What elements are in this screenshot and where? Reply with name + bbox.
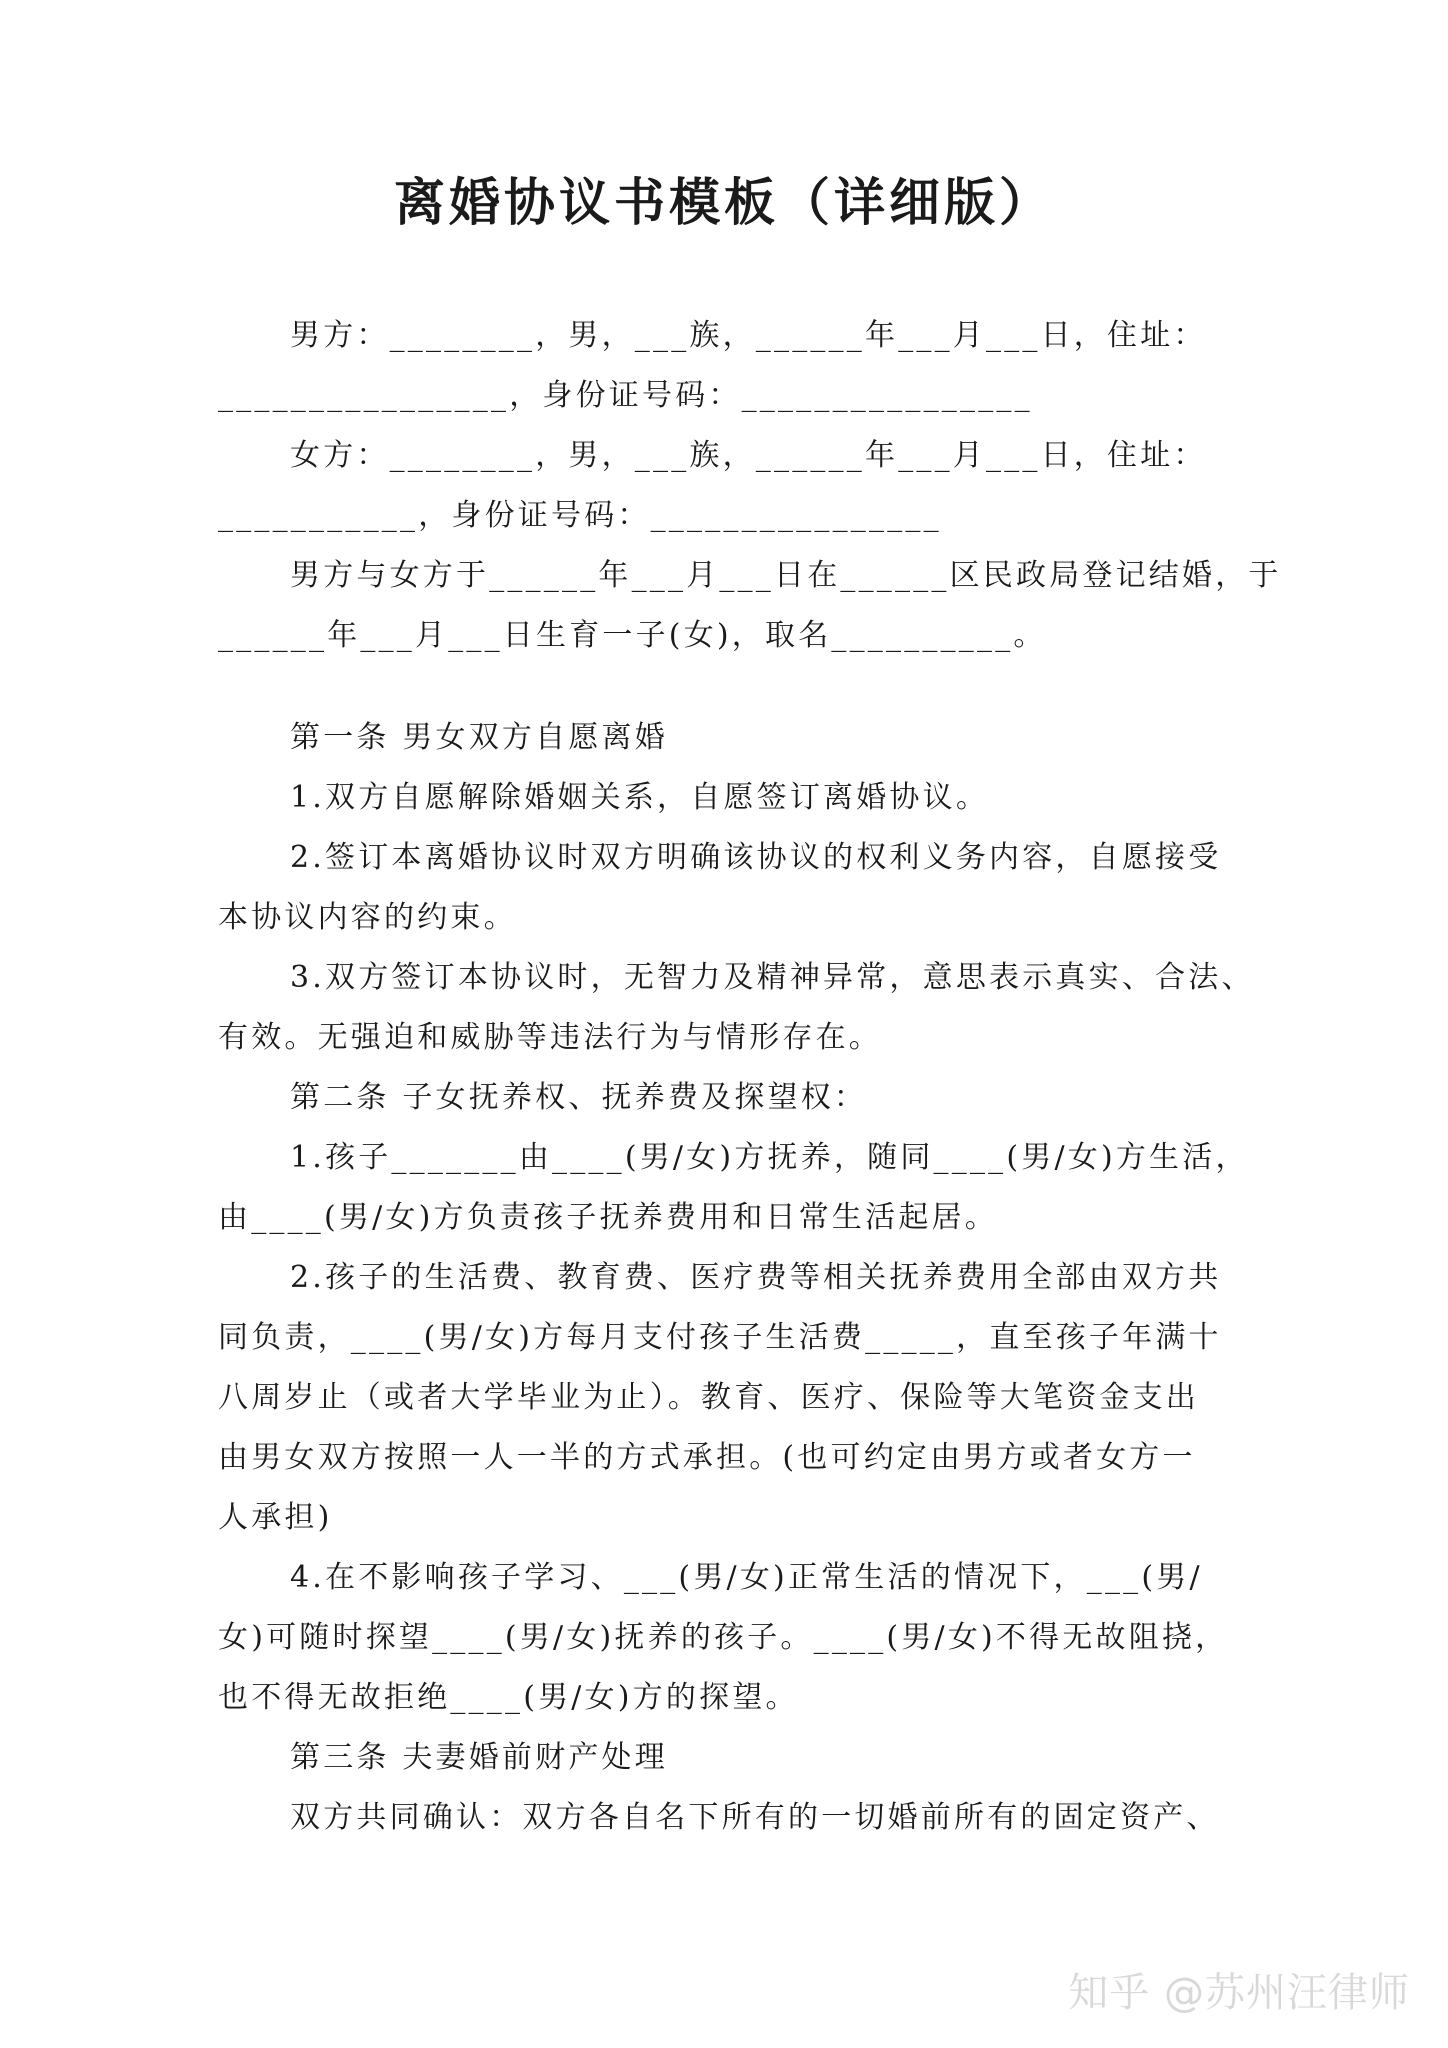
female-party-line-cont: ___________，身份证号码：________________ [218,498,942,533]
spacer [218,666,1230,708]
article-1-clause-2: 2.签订本离婚协议时双方明确该协议的权利义务内容，自愿接受 [290,840,1222,875]
article-2-clause-2-cont-1: 同负责，____(男/女)方每月支付孩子生活费_____，直至孩子年满十 [218,1320,1222,1355]
marriage-registration-line-cont: ______年___月___日生育一子(女)，取名__________。 [218,618,1047,653]
document-title: 离婚协议书模板（详细版） [393,173,1054,233]
male-party-line-cont: ________________，身份证号码：________________ [218,378,1033,413]
article-3-heading: 第三条 夫妻婚前财产处理 [290,1740,668,1775]
article-1-clause-1: 1.双方自愿解除婚姻关系，自愿签订离婚协议。 [290,780,990,815]
article-1-clause-2-cont: 本协议内容的约束。 [218,900,517,935]
article-2-heading: 第二条 子女抚养权、抚养费及探望权： [290,1080,868,1115]
article-1-clause-3-cont: 有效。无强迫和威胁等违法行为与情形存在。 [218,1020,882,1055]
article-2-clause-1: 1.孩子_______由____(男/女)方抚养，随同____(男/女)方生活， [290,1140,1249,1175]
article-2-clause-4-cont-1: 女)可随时探望____(男/女)抚养的孩子。____(男/女)不得无故阻挠， [218,1620,1229,1655]
article-1-clause-3: 3.双方签订本协议时，无智力及精神异常，意思表示真实、合法、 [290,960,1255,995]
article-1-heading: 第一条 男女双方自愿离婚 [290,720,668,755]
female-party-line: 女方：________，男，___族，______年___月___日，住址： [290,438,1207,473]
marriage-registration-line: 男方与女方于______年___月___日在______区民政局登记结婚，于 [290,558,1282,593]
article-2-clause-2: 2.孩子的生活费、教育费、医疗费等相关抚养费用全部由双方共 [290,1260,1222,1295]
article-3-clause-1: 双方共同确认：双方各自名下所有的一切婚前所有的固定资产、 [290,1800,1220,1835]
document-body [218,306,1282,1848]
male-party-line: 男方：________，男，___族，______年___月___日，住址： [290,318,1207,353]
article-2-clause-4: 4.在不影响孩子学习、___(男/女)正常生活的情况下，___(男/ [290,1560,1203,1595]
article-2-clause-1-cont: 由____(男/女)方负责孩子抚养费用和日常生活起居。 [218,1200,998,1235]
article-2-clause-2-cont-2: 八周岁止（或者大学毕业为止）。教育、医疗、保险等大笔资金支出 [218,1380,1199,1415]
article-2-clause-2-cont-3: 由男女双方按照一人一半的方式承担。(也可约定由男方或者女方一 [218,1440,1196,1475]
watermark: 知乎 @苏州汪律师 [1068,1970,1410,2016]
article-2-clause-2-cont-4: 人承担) [218,1500,333,1535]
article-2-clause-4-cont-2: 也不得无故拒绝____(男/女)方的探望。 [218,1680,799,1715]
